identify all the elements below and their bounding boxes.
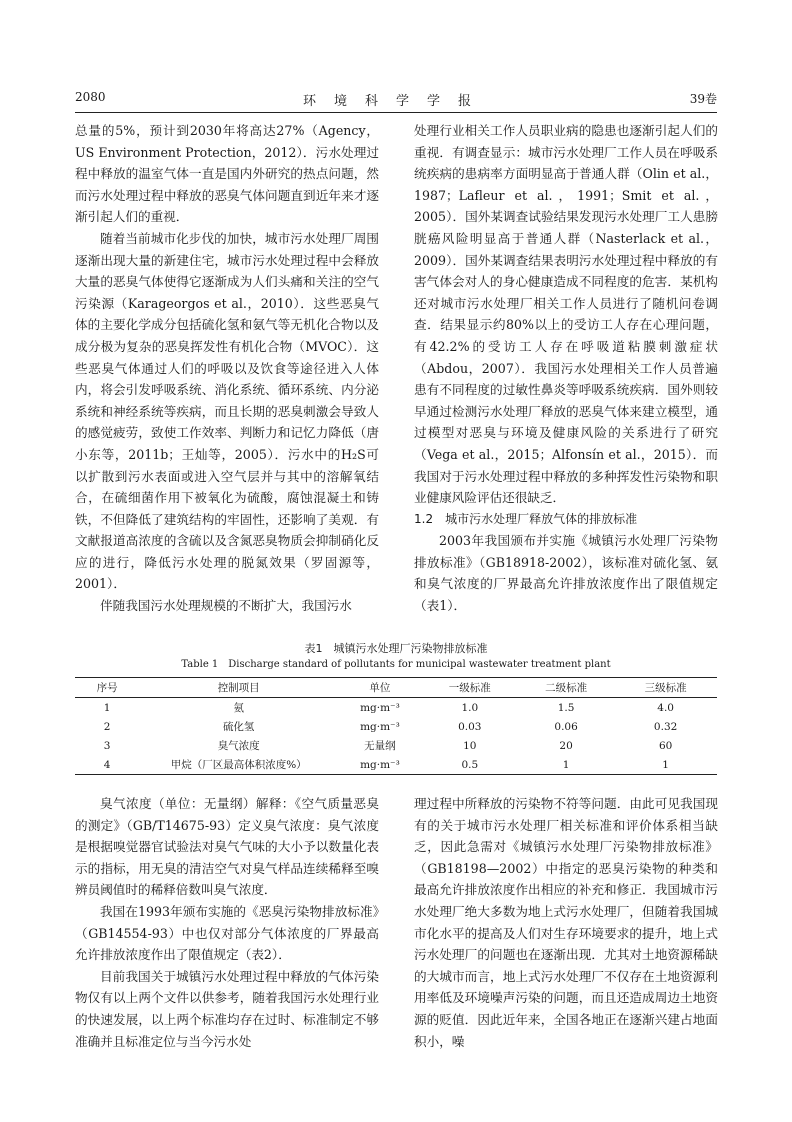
paragraph: 随着当前城市化步伐的加快，城市污水处理厂周围逐渐出现大量的新建住宅，城市污水处理过程中会释放大量的恶臭气体使得它逐渐成为人们头痛和关注的空气污染源（Karageorgos et al.，2010）．这些恶臭气体的主要化学成分包括硫化氢和氨气等无机化合物以及成分极为复杂的恶臭挥发性有机化合物（MVOC）．这些恶臭气体通过人们的呼吸以及饮食等途径进入人体内，将会引发呼吸系统、消化系统、循环系统、内分泌系统和神经系统等疾病，而且长期的恶臭刺激会导致人的感觉疲劳，致使工作效率、判断力和记忆力降低（唐小东等，2011b；王灿等，2005）．污水中的H₂S可以扩散到污水表面或进入空气层并与其中的溶解氧结合，在硫细菌作用下被氧化为硫酸，腐蚀混凝土和铸铁，不但降低了建筑结构的牢固性，还影响了美观．有文献报道高浓度的含硫以及含氮恶臭物质会抑制硝化反应的进行，降低污水处理的脱氮效果（罗固源等，2001）． xyxy=(75,230,379,592)
table-row xyxy=(75,698,717,718)
table-block xyxy=(75,641,717,775)
table-cell: 臭气浓度 xyxy=(217,740,260,752)
table-caption-en: Table 1 Discharge standard of pollutants for municipal wastewater treatment plant xyxy=(181,659,611,670)
table-cell: 60 xyxy=(658,739,673,752)
table-header-row xyxy=(75,678,717,698)
table-cell: mg·m⁻³ xyxy=(360,701,400,714)
running-header xyxy=(75,88,717,108)
paragraph: 处理行业相关工作人员职业病的隐患也逐渐引起人们的重视．有调查显示：城市污水处理厂工作人员在呼吸系统疾病的患病率方面明显高于普通人群（Olin et al.，1987；Lafleur et al.，1991；Smit et al.，2005）．国外某调查试验结果发现污水处理厂工人患膀胱癌风险明显高于普通人群（Nasterlack et al.，2009）．国外某调查结果表明污水处理过程中释放的有害气体会对人的身心健康造成不同程度的危害．某机构还对城市污水处理厂相关工作人员进行了随机问卷调查．结果显示约80%以上的受访工人存在心理问题，有42.2%的受访工人存在呼吸道粘膜刺激症状（Abdou，2007）．我国污水处理相关工作人员普遍患有不同程度的过敏性鼻炎等呼吸系统疾病．国外则较早通过检测污水处理厂释放的恶臭气体来建立模型，通过模型对恶臭与环境及健康风险的关系进行了研究（Vega et al.，2015；Alfonsín et al.，2015）．而我国对于污水处理过程中释放的多种挥发性污染物和职业健康风险评估还很缺乏． xyxy=(414,123,718,506)
paragraph: 伴随我国污水处理规模的不断扩大，我国污水 xyxy=(100,598,352,614)
table-cell: 0.32 xyxy=(653,720,678,733)
column-top-right xyxy=(414,120,718,617)
paragraph: 理过程中所释放的污染物不符等问题．由此可见我国现有的关于城市污水处理厂相关标准和评价体系相当缺乏，因此急需对《城镇污水处理厂污染物排放标准》（GB18198—2002）中指定的恶臭污染物的种类和最高允许排放浓度作出相应的补充和修正．我国城市污水处理厂绝大多数为地上式污水处理厂，但随着我国城市化水平的提高及人们对生存环境要求的提升，地上式污水处理厂的问题也在逐渐出现．尤其对土地资源稀缺的大城市而言，地上式污水处理厂不仅存在土地资源利用率低及环境噪声污染的问题，而且还造成周边土地资源的贬值．因此近年来，全国各地正在逐渐兴建占地面积小，噪 xyxy=(414,796,718,1049)
col-header: 二级标准 xyxy=(545,682,588,694)
table-cell: 氨 xyxy=(233,702,244,714)
col-header: 控制项目 xyxy=(217,682,260,694)
table-row xyxy=(75,736,717,755)
column-bottom-left xyxy=(75,793,379,1052)
column-bottom-right xyxy=(414,793,718,1052)
paragraph: 2003年我国颁布并实施《城镇污水处理厂污染物排放标准》（GB18918-2002），该标准对硫化氢、氨和臭气浓度的厂界最高允许排放浓度作出了限值规定（表1）． xyxy=(414,533,718,614)
col-header: 序号 xyxy=(96,682,118,694)
paragraph: 臭气浓度（单位：无量纲）解释：《空气质量恶臭的测定》（GB/T14675-93）定义臭气浓度：臭气浓度是根据嗅觉器官试验法对臭气气味的大小予以数量化表示的指标，用无臭的清洁空气对臭气样品连续稀释至嗅辨员阈值时的稀释倍数叫臭气浓度． xyxy=(75,796,379,898)
table-cell: 20 xyxy=(559,739,573,752)
journal-title: 环境科学学报 xyxy=(302,94,489,109)
table-row xyxy=(75,755,717,775)
page-number: 2080 xyxy=(75,90,106,104)
table-cell: 4 xyxy=(103,758,111,771)
volume-label: 39卷 xyxy=(689,92,717,106)
table-cell: 4.0 xyxy=(657,701,674,714)
table-cell: 1 xyxy=(562,758,570,771)
paragraph: 我国在1993年颁布实施的《恶臭污染物排放标准》（GB14554-93）中也仅对部分气体浓度的厂界最高允许排放浓度作出了限值规定（表2）． xyxy=(75,903,379,963)
table-cell: 1.5 xyxy=(557,701,575,714)
column-top-left xyxy=(75,120,379,617)
col-header: 一级标准 xyxy=(448,682,491,694)
table-cell: 0.5 xyxy=(461,758,479,771)
table-cell: 2 xyxy=(103,720,111,733)
table-row xyxy=(75,717,717,736)
table-cell: 甲烷（厂区最高体积浓度%） xyxy=(170,759,307,771)
header-rule xyxy=(75,112,717,113)
table-cell: 10 xyxy=(463,739,477,752)
table-cell: 硫化氢 xyxy=(222,721,255,733)
table-cell: 1 xyxy=(103,701,111,714)
table-cell: mg·m⁻³ xyxy=(360,720,400,733)
table-cell: 0.06 xyxy=(554,720,578,733)
table-cell: 1.0 xyxy=(461,701,479,714)
table-cell: 无量纲 xyxy=(364,740,396,752)
emission-standard-table xyxy=(75,677,717,775)
table-cell: 1 xyxy=(662,758,669,771)
paragraph: 总量的5%，预计到2030年将高达27%（Agency，US Environment Protection，2012）．污水处理过程中释放的温室气体一直是国内外研究的热点问题，然而污水处理过程中释放的恶臭气体问题直到近年来才逐渐引起人们的重视． xyxy=(75,123,379,225)
table-caption-cn: 表1 城镇污水处理厂污染物排放标准 xyxy=(304,642,488,655)
col-header: 三级标准 xyxy=(644,682,687,694)
paragraph: 目前我国关于城镇污水处理过程中释放的气体污染物仅有以上两个文件以供参考，随着我国污水处理行业的快速发展，以上两个标准均存在过时、标准制定不够准确并且标准定位与当今污水处 xyxy=(75,968,379,1049)
col-header: 单位 xyxy=(369,682,391,694)
table-cell: 3 xyxy=(103,739,111,752)
section-heading: 1.2 城市污水处理厂释放气体的排放标准 xyxy=(414,511,638,526)
table-cell: 0.03 xyxy=(458,720,482,733)
table-cell: mg·m⁻³ xyxy=(360,758,400,771)
